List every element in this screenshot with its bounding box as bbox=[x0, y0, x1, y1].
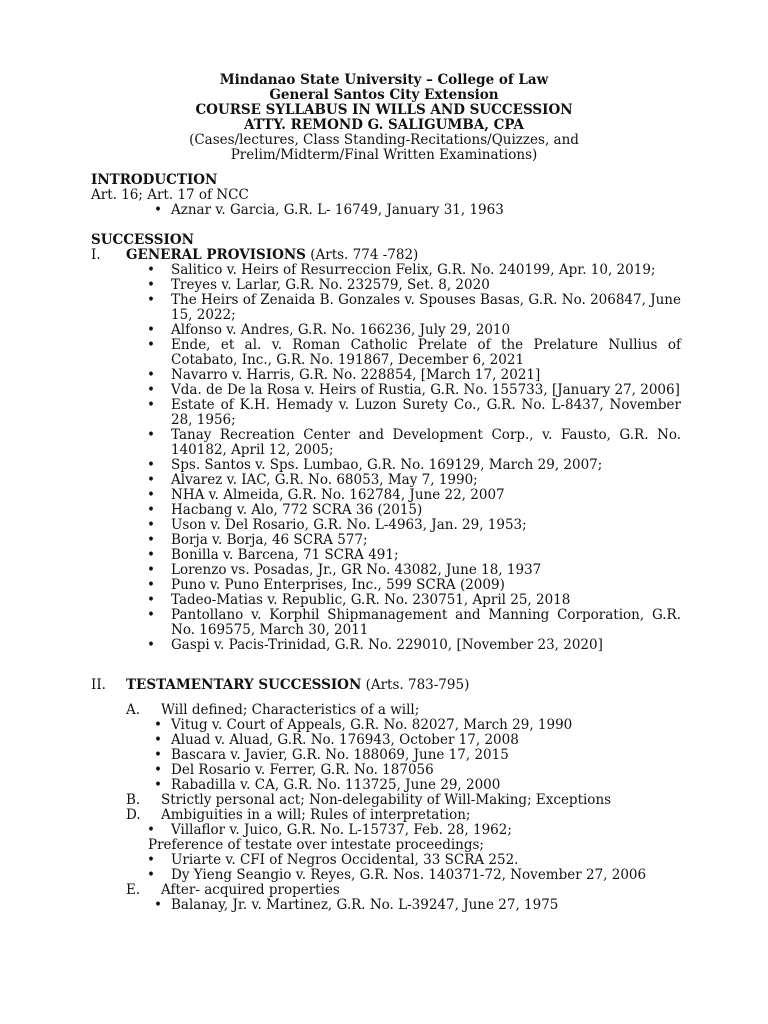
list-item: • Dy Yieng Seangio v. Reyes, G.R. Nos. 140371-72, November 27, 2006 bbox=[91, 868, 681, 883]
list-item: • Vitug v. Court of Appeals, G.R. No. 82027, March 29, 1990 bbox=[91, 718, 681, 733]
part-two-title: TESTAMENTARY SUCCESSION bbox=[126, 677, 362, 693]
campus-line: General Santos City Extension bbox=[269, 87, 499, 103]
part-one-articles: (Arts. 774 -782) bbox=[310, 247, 419, 263]
subsection-letter: E. bbox=[126, 882, 141, 898]
list-item: • Puno v. Puno Enterprises, Inc., 599 SCRA (2009) bbox=[91, 578, 681, 593]
list-item: • Ende, et al. v. Roman Catholic Prelate of the Prelature Nullius of Cotabato, Inc., G.R. No. 191867, December 6, 2021 bbox=[91, 338, 681, 368]
list-item: • Vda. de De la Rosa v. Heirs of Rustia, G.R. No. 155733, [January 27, 2006] bbox=[91, 383, 681, 398]
list-item: • Sps. Santos v. Sps. Lumbao, G.R. No. 169129, March 29, 2007; bbox=[91, 458, 681, 473]
list-item: • Alfonso v. Andres, G.R. No. 166236, July 29, 2010 bbox=[91, 323, 681, 338]
list-item: • Borja v. Borja, 46 SCRA 577; bbox=[91, 533, 681, 548]
grading-note-line-2: Prelim/Midterm/Final Written Examinations) bbox=[230, 147, 538, 163]
list-item: • Bonilla v. Barcena, 71 SCRA 491; bbox=[91, 548, 681, 563]
subsection-b bbox=[91, 793, 691, 808]
part-two-heading bbox=[91, 678, 691, 693]
subsection-e bbox=[91, 883, 691, 898]
subsection-title: Ambiguities in a will; Rules of interpretation; bbox=[161, 807, 471, 823]
subsection-d bbox=[91, 808, 691, 823]
subsection-letter: A. bbox=[126, 702, 141, 718]
part-one-title: GENERAL PROVISIONS bbox=[126, 247, 306, 263]
list-item: • Tadeo-Matias v. Republic, G.R. No. 230751, April 25, 2018 bbox=[91, 593, 681, 608]
list-item: • Pantollano v. Korphil Shipmanagement and Manning Corporation, G.R. No. 169575, March 30, 2011 bbox=[91, 608, 681, 638]
list-item: • Aznar v. Garcia, G.R. L- 16749, January 31, 1963 bbox=[91, 203, 681, 218]
subsection-subheading: Preference of testate over intestate proceedings; bbox=[148, 837, 484, 853]
list-item: • Villaflor v. Juico, G.R. No. L-15737, Feb. 28, 1962; bbox=[91, 823, 681, 838]
list-item: • Hacbang v. Alo, 772 SCRA 36 (2015) bbox=[91, 503, 681, 518]
section-succession-title: SUCCESSION bbox=[91, 232, 194, 248]
part-two-articles: (Arts. 783-795) bbox=[365, 677, 470, 693]
roman-numeral: I. bbox=[91, 247, 101, 263]
list-item: • Bascara v. Javier, G.R. No. 188069, June 17, 2015 bbox=[91, 748, 681, 763]
subsection-title: After- acquired properties bbox=[161, 882, 340, 898]
list-item: • Alvarez v. IAC, G.R. No. 68053, May 7, 1990; bbox=[91, 473, 681, 488]
subsection-title: Will defined; Characteristics of a will; bbox=[161, 702, 420, 718]
list-item: • Aluad v. Aluad, G.R. No. 176943, October 17, 2008 bbox=[91, 733, 681, 748]
list-item: • Rabadilla v. CA, G.R. No. 113725, June 29, 2000 bbox=[91, 778, 681, 793]
list-item: • Navarro v. Harris, G.R. No. 228854, [March 17, 2021] bbox=[91, 368, 681, 383]
list-item: • Del Rosario v. Ferrer, G.R. No. 187056 bbox=[91, 763, 681, 778]
list-item: • Uson v. Del Rosario, G.R. No. L-4963, Jan. 29, 1953; bbox=[91, 518, 681, 533]
list-item: • Estate of K.H. Hemady v. Luzon Surety Co., G.R. No. L-8437, November 28, 1956; bbox=[91, 398, 681, 428]
grading-note-line-1: (Cases/lectures, Class Standing-Recitations/Quizzes, and bbox=[189, 132, 579, 148]
section-introduction-title: INTRODUCTION bbox=[91, 172, 218, 188]
list-item: • Salitico v. Heirs of Resurreccion Felix, G.R. No. 240199, Apr. 10, 2019; bbox=[91, 263, 681, 278]
instructor-line: ATTY. REMOND G. SALIGUMBA, CPA bbox=[244, 117, 524, 133]
list-item: • Uriarte v. CFI of Negros Occidental, 33 SCRA 252. bbox=[91, 853, 681, 868]
subsection-title: Strictly personal act; Non-delegability of Will-Making; Exceptions bbox=[161, 792, 612, 808]
list-item: • Balanay, Jr. v. Martinez, G.R. No. L-39247, June 27, 1975 bbox=[91, 898, 681, 913]
list-item: • NHA v. Almeida, G.R. No. 162784, June 22, 2007 bbox=[91, 488, 681, 503]
list-item: • The Heirs of Zenaida B. Gonzales v. Spouses Basas, G.R. No. 206847, June 15, 2022; bbox=[91, 293, 681, 323]
subsection-letter: B. bbox=[126, 792, 141, 808]
subsection-letter: D. bbox=[126, 807, 141, 823]
roman-numeral: II. bbox=[91, 677, 106, 693]
syllabus-body bbox=[91, 173, 691, 913]
list-item: • Gaspi v. Pacis-Trinidad, G.R. No. 229010, [November 23, 2020] bbox=[91, 638, 681, 653]
list-item: • Tanay Recreation Center and Development Corp., v. Fausto, G.R. No. 140182, April 12, 2005; bbox=[91, 428, 681, 458]
part-one-heading bbox=[91, 248, 691, 263]
list-item: • Lorenzo vs. Posadas, Jr., GR No. 43082, June 18, 1937 bbox=[91, 563, 681, 578]
course-title: COURSE SYLLABUS IN WILLS AND SUCCESSION bbox=[195, 102, 573, 118]
introduction-articles: Art. 16; Art. 17 of NCC bbox=[91, 187, 249, 203]
list-item: • Treyes v. Larlar, G.R. No. 232579, Set. 8, 2020 bbox=[91, 278, 681, 293]
university-line: Mindanao State University – College of Law bbox=[219, 72, 549, 88]
subsection-a bbox=[91, 703, 691, 718]
syllabus-header bbox=[0, 73, 768, 163]
